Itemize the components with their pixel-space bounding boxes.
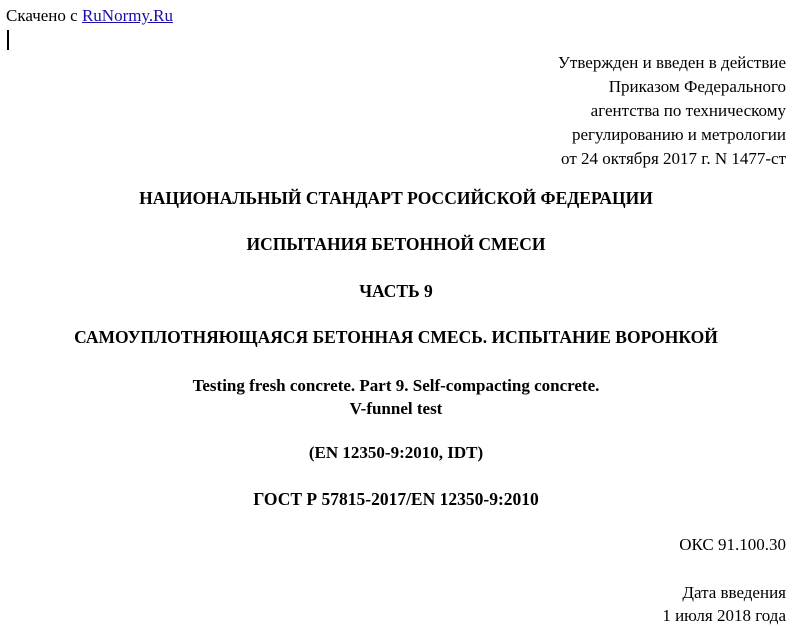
source-link[interactable]: RuNormy.Ru bbox=[81, 6, 173, 25]
text-caret bbox=[7, 30, 9, 50]
approval-line: агентства по техническому bbox=[590, 101, 786, 120]
source-prefix: Скачено с bbox=[6, 6, 82, 25]
introduction-label: Дата введения bbox=[682, 583, 786, 602]
introduction-date: 1 июля 2018 года bbox=[662, 606, 786, 625]
equivalence-note: (EN 12350-9:2010, IDT) bbox=[308, 443, 484, 462]
national-standard-heading: НАЦИОНАЛЬНЫЙ СТАНДАРТ РОССИЙСКОЙ ФЕДЕРАЦИИ bbox=[139, 188, 653, 208]
approval-block bbox=[558, 51, 786, 171]
standard-designation: ГОСТ Р 57815-2017/EN 12350-9:2010 bbox=[253, 489, 539, 509]
english-title bbox=[0, 374, 792, 420]
oks-code: ОКС 91.100.30 bbox=[679, 535, 786, 554]
introduction-date-block bbox=[662, 581, 786, 627]
approval-line: регулированию и метрологии bbox=[571, 125, 786, 144]
part-heading: ЧАСТЬ 9 bbox=[359, 281, 433, 301]
english-title-line: V-funnel test bbox=[349, 399, 443, 418]
approval-line: от 24 октября 2017 г. N 1477-ст bbox=[561, 149, 786, 168]
source-line bbox=[6, 6, 173, 26]
part-title-heading: САМОУПЛОТНЯЮЩАЯСЯ БЕТОННАЯ СМЕСЬ. ИСПЫТАНИЕ ВОРОНКОЙ bbox=[74, 327, 718, 347]
english-title-line: Testing fresh concrete. Part 9. Self-compacting concrete. bbox=[192, 376, 600, 395]
approval-line: Утвержден и введен в действие bbox=[557, 53, 786, 72]
subject-heading: ИСПЫТАНИЯ БЕТОННОЙ СМЕСИ bbox=[246, 234, 546, 254]
approval-line: Приказом Федерального bbox=[608, 77, 786, 96]
